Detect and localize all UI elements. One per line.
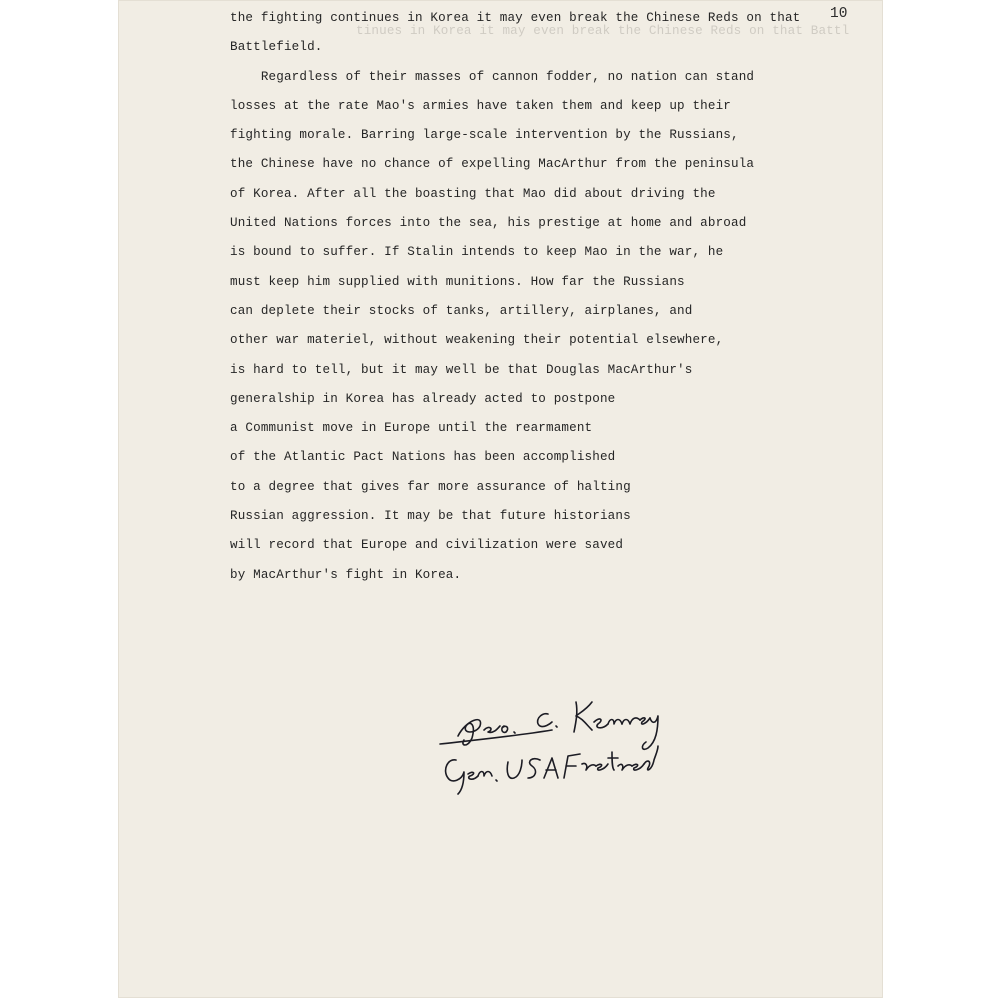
- text-line: Regardless of their masses of cannon fodder, no nation can stand: [230, 69, 755, 84]
- text-line: other war materiel, without weakening their potential elsewhere,: [230, 333, 724, 348]
- typed-body-text: [230, 4, 800, 590]
- faint-offset-text: tinues in Korea it may even break the Chinese Reds on that Battl: [356, 24, 850, 38]
- text-line: the Chinese have no chance of expelling MacArthur from the peninsula: [230, 157, 755, 172]
- text-line: to a degree that gives far more assurance of halting: [230, 479, 631, 494]
- text-line: losses at the rate Mao's armies have taken them and keep up their: [230, 98, 731, 113]
- text-line: of Korea. After all the boasting that Mao did about driving the: [230, 186, 716, 201]
- text-line: will record that Europe and civilization were saved: [230, 538, 624, 553]
- text-line: generalship in Korea has already acted to postpone: [230, 391, 616, 406]
- signature-icon: [436, 690, 676, 800]
- text-line: of the Atlantic Pact Nations has been accomplished: [230, 450, 616, 465]
- text-line: a Communist move in Europe until the rearmament: [230, 421, 593, 436]
- document-page: [118, 0, 883, 998]
- text-line: must keep him supplied with munitions. How far the Russians: [230, 274, 685, 289]
- text-line: the fighting continues in Korea it may even break the Chinese Reds on that: [230, 11, 801, 25]
- text-line: fighting morale. Barring large-scale intervention by the Russians,: [230, 128, 739, 143]
- text-line: United Nations forces into the sea, his prestige at home and abroad: [230, 216, 747, 231]
- text-line: is hard to tell, but it may well be that Douglas MacArthur's: [230, 362, 693, 377]
- text-line: can deplete their stocks of tanks, artillery, airplanes, and: [230, 303, 693, 318]
- text-line: Battlefield.: [230, 40, 323, 55]
- text-line: by MacArthur's fight in Korea.: [230, 567, 462, 582]
- text-line: is bound to suffer. If Stalin intends to keep Mao in the war, he: [230, 245, 724, 260]
- handwritten-signature: [436, 690, 676, 800]
- page-number: 10: [830, 6, 848, 22]
- text-line: Russian aggression. It may be that future historians: [230, 509, 631, 524]
